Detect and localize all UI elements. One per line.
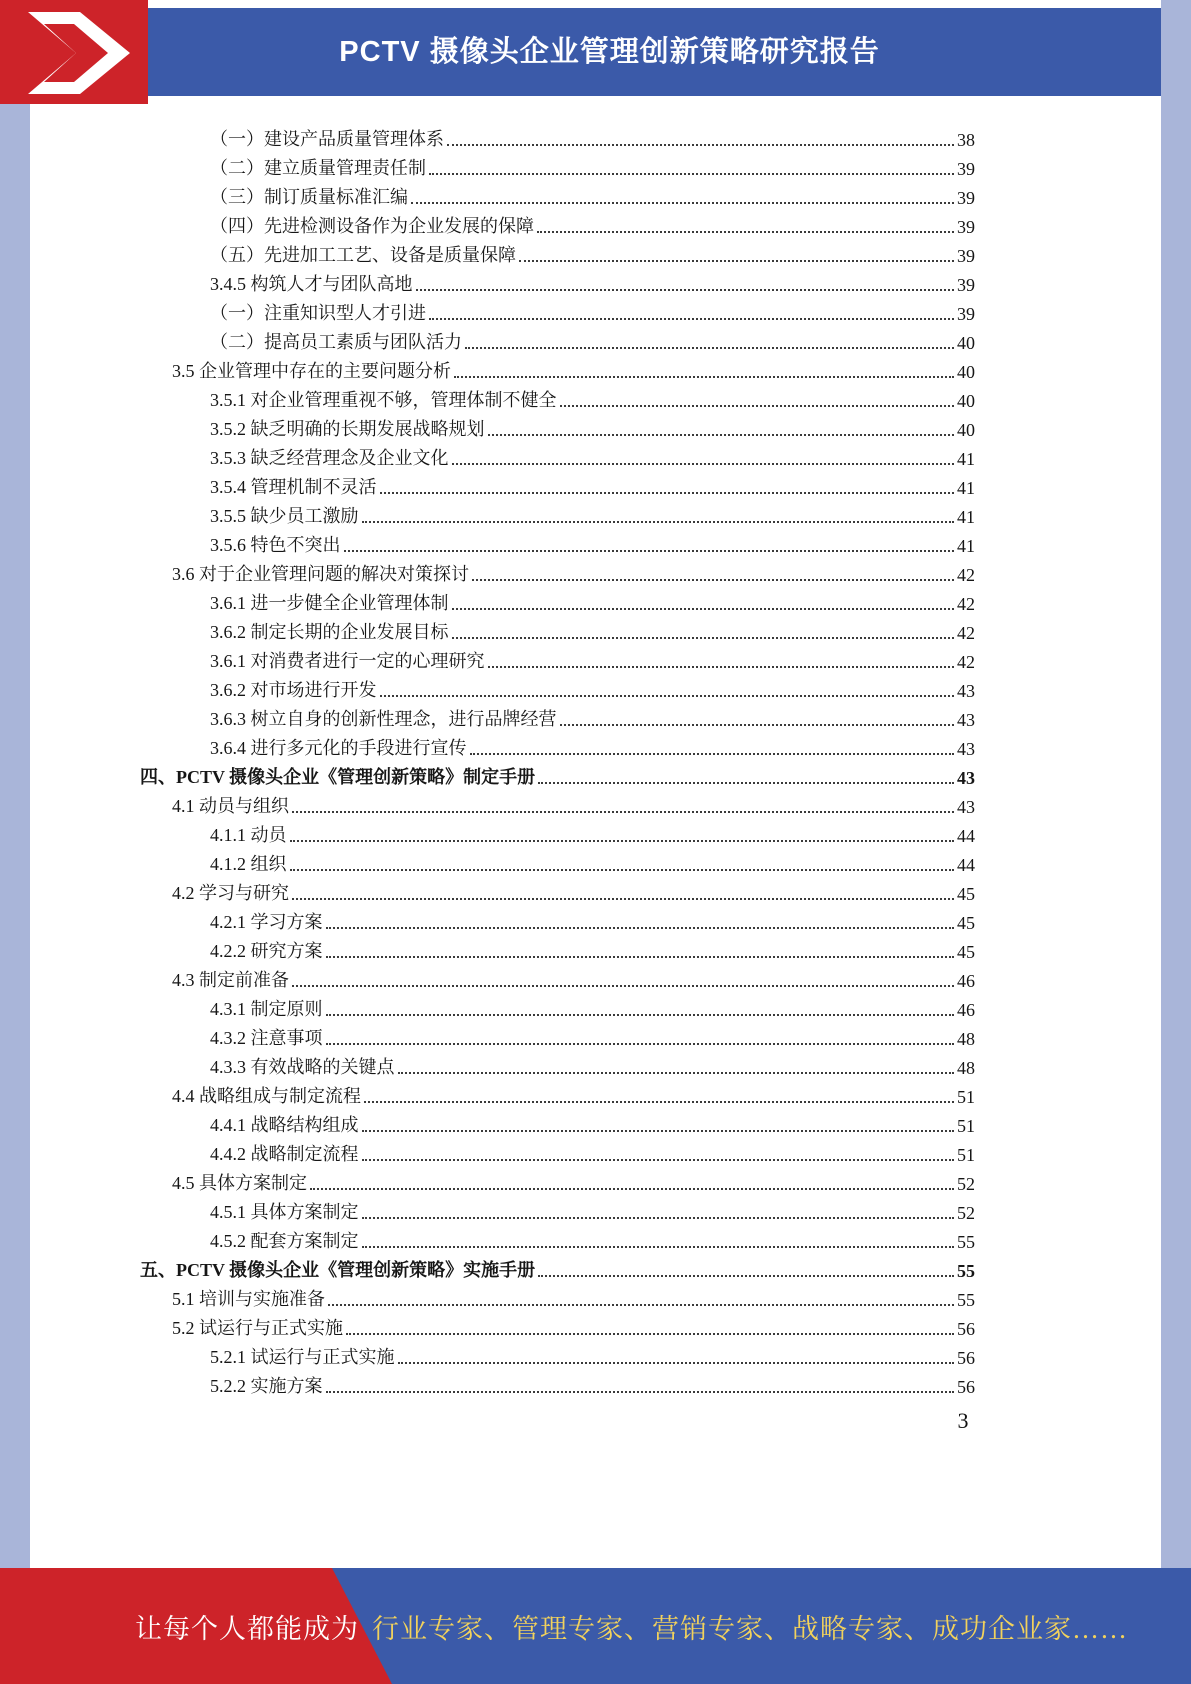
toc-entry-label: （五）先进加工工艺、设备是质量保障 bbox=[210, 245, 516, 265]
toc-entry-page: 46 bbox=[957, 1000, 975, 1020]
toc-entry[interactable] bbox=[140, 354, 975, 383]
toc-entry-page: 38 bbox=[957, 130, 975, 150]
toc-entry[interactable] bbox=[140, 644, 975, 673]
toc-entry-label: 3.6.2 制定长期的企业发展目标 bbox=[210, 622, 449, 642]
toc-entry[interactable] bbox=[140, 702, 975, 731]
toc-entry[interactable] bbox=[140, 209, 975, 238]
toc-entry-label: 3.6.4 进行多元化的手段进行宣传 bbox=[210, 738, 467, 758]
toc-entry[interactable] bbox=[140, 180, 975, 209]
toc-entry-label: 3.5 企业管理中存在的主要问题分析 bbox=[172, 361, 451, 381]
toc-dot-leader bbox=[398, 1072, 955, 1074]
footer-banner bbox=[0, 1568, 1191, 1684]
toc-entry-page: 41 bbox=[957, 536, 975, 556]
toc-entry-label: 4.3.2 注意事项 bbox=[210, 1028, 323, 1048]
toc-entry-page: 41 bbox=[957, 507, 975, 527]
toc-entry[interactable] bbox=[140, 1021, 975, 1050]
toc-entry[interactable] bbox=[140, 731, 975, 760]
toc-dot-leader bbox=[290, 840, 955, 842]
toc-entry[interactable] bbox=[140, 760, 975, 789]
toc-entry-label: 4.1 动员与组织 bbox=[172, 796, 289, 816]
toc-dot-leader bbox=[454, 376, 954, 378]
toc-entry-label: 五、PCTV 摄像头企业《管理创新策略》实施手册 bbox=[140, 1260, 536, 1280]
toc-dot-leader bbox=[519, 260, 954, 262]
toc-entry-page: 42 bbox=[957, 594, 975, 614]
toc-entry-label: 3.4.5 构筑人才与团队高地 bbox=[210, 274, 413, 294]
toc-entry[interactable] bbox=[140, 1340, 975, 1369]
toc-entry-label: 3.5.2 缺乏明确的长期发展战略规划 bbox=[210, 419, 485, 439]
toc-entry-page: 46 bbox=[957, 971, 975, 991]
toc-entry-page: 44 bbox=[957, 826, 975, 846]
toc-entry-label: 四、PCTV 摄像头企业《管理创新策略》制定手册 bbox=[140, 767, 536, 787]
toc-entry[interactable] bbox=[140, 1079, 975, 1108]
toc-entry[interactable] bbox=[140, 963, 975, 992]
toc-entry-label: 3.6.3 树立自身的创新性理念，进行品牌经营 bbox=[210, 709, 557, 729]
toc-entry[interactable] bbox=[140, 1108, 975, 1137]
toc-entry-label: 3.5.4 管理机制不灵活 bbox=[210, 477, 377, 497]
toc-entry-label: （二）建立质量管理责任制 bbox=[210, 158, 426, 178]
toc-entry-label: 3.5.3 缺乏经营理念及企业文化 bbox=[210, 448, 449, 468]
toc-entry[interactable] bbox=[140, 992, 975, 1021]
toc-dot-leader bbox=[560, 405, 955, 407]
toc-dot-leader bbox=[398, 1362, 955, 1364]
toc-dot-leader bbox=[560, 724, 955, 726]
toc-dot-leader bbox=[380, 492, 955, 494]
toc-dot-leader bbox=[537, 231, 954, 233]
toc-entry-page: 41 bbox=[957, 449, 975, 469]
toc-dot-leader bbox=[292, 898, 954, 900]
toc-entry[interactable] bbox=[140, 1311, 975, 1340]
toc-entry[interactable] bbox=[140, 586, 975, 615]
footer-slogan-right: 行业专家、管理专家、营销专家、战略专家、成功企业家…… bbox=[372, 1613, 1128, 1644]
toc-entry-page: 43 bbox=[957, 797, 975, 817]
toc-entry-page: 51 bbox=[957, 1145, 975, 1165]
toc-entry[interactable] bbox=[140, 267, 975, 296]
toc-entry-page: 52 bbox=[957, 1174, 975, 1194]
toc-dot-leader bbox=[488, 666, 955, 668]
toc-dot-leader bbox=[452, 608, 955, 610]
toc-entry[interactable] bbox=[140, 1050, 975, 1079]
toc-dot-leader bbox=[326, 956, 955, 958]
toc-dot-leader bbox=[472, 579, 954, 581]
toc-entry-label: 3.5.1 对企业管理重视不够，管理体制不健全 bbox=[210, 390, 557, 410]
toc-entry[interactable] bbox=[140, 528, 975, 557]
toc-entry-label: 4.1.1 动员 bbox=[210, 825, 287, 845]
toc-entry-page: 51 bbox=[957, 1116, 975, 1136]
toc-entry-label: 4.5 具体方案制定 bbox=[172, 1173, 307, 1193]
toc-entry[interactable] bbox=[140, 383, 975, 412]
toc-entry-page: 39 bbox=[957, 159, 975, 179]
toc-dot-leader bbox=[290, 869, 955, 871]
toc-entry[interactable] bbox=[140, 876, 975, 905]
toc-dot-leader bbox=[538, 782, 954, 784]
toc-dot-leader bbox=[447, 144, 954, 146]
toc-entry-label: 4.2.1 学习方案 bbox=[210, 912, 323, 932]
toc-entry[interactable] bbox=[140, 905, 975, 934]
toc-entry[interactable] bbox=[140, 1282, 975, 1311]
toc-entry[interactable] bbox=[140, 1224, 975, 1253]
toc-entry-page: 52 bbox=[957, 1203, 975, 1223]
toc-entry[interactable] bbox=[140, 557, 975, 586]
toc-dot-leader bbox=[380, 695, 955, 697]
toc-dot-leader bbox=[364, 1101, 954, 1103]
toc-dot-leader bbox=[429, 318, 954, 320]
toc-entry[interactable] bbox=[140, 151, 975, 180]
toc-entry-page: 45 bbox=[957, 942, 975, 962]
toc-dot-leader bbox=[416, 289, 955, 291]
toc-entry-label: 4.4.2 战略制定流程 bbox=[210, 1144, 359, 1164]
toc-entry[interactable] bbox=[140, 1137, 975, 1166]
toc-entry-page: 56 bbox=[957, 1377, 975, 1397]
toc-dot-leader bbox=[362, 1159, 955, 1161]
toc-entry-page: 56 bbox=[957, 1348, 975, 1368]
toc-dot-leader bbox=[326, 1014, 955, 1016]
toc-entry-page: 40 bbox=[957, 362, 975, 382]
toc-entry[interactable] bbox=[140, 847, 975, 876]
toc-entry-page: 43 bbox=[957, 710, 975, 730]
toc-dot-leader bbox=[344, 550, 955, 552]
toc-entry-label: 3.6.1 对消费者进行一定的心理研究 bbox=[210, 651, 485, 671]
toc-dot-leader bbox=[429, 173, 954, 175]
toc-entry-label: 4.3 制定前准备 bbox=[172, 970, 289, 990]
toc-entry-page: 39 bbox=[957, 246, 975, 266]
toc-entry[interactable] bbox=[140, 122, 975, 151]
toc-entry-page: 55 bbox=[957, 1290, 975, 1310]
toc-dot-leader bbox=[310, 1188, 954, 1190]
toc-dot-leader bbox=[362, 1217, 955, 1219]
toc-dot-leader bbox=[362, 1130, 955, 1132]
toc-entry[interactable] bbox=[140, 1369, 975, 1398]
toc-entry-label: （四）先进检测设备作为企业发展的保障 bbox=[210, 216, 534, 236]
toc-entry-page: 43 bbox=[957, 739, 975, 759]
toc-dot-leader bbox=[292, 985, 954, 987]
toc-entry-label: 4.3.3 有效战略的关键点 bbox=[210, 1057, 395, 1077]
toc-entry-page: 42 bbox=[957, 652, 975, 672]
toc-entry-label: 5.2.1 试运行与正式实施 bbox=[210, 1347, 395, 1367]
toc-entry[interactable] bbox=[140, 934, 975, 963]
toc-dot-leader bbox=[362, 521, 955, 523]
toc-entry-label: 4.4 战略组成与制定流程 bbox=[172, 1086, 361, 1106]
toc-entry-label: 5.2.2 实施方案 bbox=[210, 1376, 323, 1396]
toc-entry-page: 45 bbox=[957, 884, 975, 904]
toc-entry-page: 45 bbox=[957, 913, 975, 933]
toc-entry-label: 5.2 试运行与正式实施 bbox=[172, 1318, 343, 1338]
toc-entry[interactable] bbox=[140, 238, 975, 267]
toc-entry-page: 56 bbox=[957, 1319, 975, 1339]
toc-entry-page: 40 bbox=[957, 391, 975, 411]
toc-entry[interactable] bbox=[140, 296, 975, 325]
toc-entry[interactable] bbox=[140, 673, 975, 702]
toc-entry-label: 4.4.1 战略结构组成 bbox=[210, 1115, 359, 1135]
toc-entry-page: 39 bbox=[957, 275, 975, 295]
toc-entry-label: 3.5.5 缺少员工激励 bbox=[210, 506, 359, 526]
report-title: PCTV 摄像头企业管理创新策略研究报告 bbox=[339, 36, 880, 68]
toc-dot-leader bbox=[411, 202, 954, 204]
toc-entry[interactable] bbox=[140, 441, 975, 470]
toc-entry-label: 4.2.2 研究方案 bbox=[210, 941, 323, 961]
toc-entry-label: 4.3.1 制定原则 bbox=[210, 999, 323, 1019]
toc-dot-leader bbox=[538, 1275, 954, 1277]
toc-entry-page: 42 bbox=[957, 623, 975, 643]
toc-dot-leader bbox=[488, 434, 955, 436]
toc-entry-page: 48 bbox=[957, 1058, 975, 1078]
toc-entry-label: （二）提高员工素质与团队活力 bbox=[210, 332, 462, 352]
table-of-contents bbox=[140, 122, 975, 1398]
page-number: 3 bbox=[957, 1408, 969, 1433]
toc-entry-page: 55 bbox=[957, 1232, 975, 1252]
toc-entry-page: 39 bbox=[957, 217, 975, 237]
toc-dot-leader bbox=[326, 1391, 955, 1393]
toc-entry-label: 4.5.1 具体方案制定 bbox=[210, 1202, 359, 1222]
toc-entry-page: 44 bbox=[957, 855, 975, 875]
toc-entry[interactable] bbox=[140, 470, 975, 499]
toc-entry[interactable] bbox=[140, 1253, 975, 1282]
toc-entry-page: 43 bbox=[957, 681, 975, 701]
toc-entry-label: 4.2 学习与研究 bbox=[172, 883, 289, 903]
toc-entry-label: 3.6 对于企业管理问题的解决对策探讨 bbox=[172, 564, 469, 584]
toc-entry-page: 39 bbox=[957, 304, 975, 324]
toc-entry-label: 3.6.1 进一步健全企业管理体制 bbox=[210, 593, 449, 613]
footer-slogan-left: 让每个人都能成为 bbox=[135, 1613, 359, 1644]
toc-entry-page: 51 bbox=[957, 1087, 975, 1107]
toc-entry[interactable] bbox=[140, 818, 975, 847]
toc-entry[interactable] bbox=[140, 615, 975, 644]
toc-entry-page: 39 bbox=[957, 188, 975, 208]
toc-entry-page: 48 bbox=[957, 1029, 975, 1049]
toc-entry-page: 40 bbox=[957, 333, 975, 353]
toc-entry-label: （三）制订质量标准汇编 bbox=[210, 187, 408, 207]
toc-entry[interactable] bbox=[140, 1166, 975, 1195]
toc-entry-page: 43 bbox=[957, 768, 975, 788]
toc-entry[interactable] bbox=[140, 325, 975, 354]
toc-entry-label: 3.6.2 对市场进行开发 bbox=[210, 680, 377, 700]
toc-dot-leader bbox=[452, 637, 955, 639]
toc-dot-leader bbox=[326, 927, 955, 929]
toc-entry-label: （一）建设产品质量管理体系 bbox=[210, 129, 444, 149]
toc-entry-label: 5.1 培训与实施准备 bbox=[172, 1289, 325, 1309]
toc-entry[interactable] bbox=[140, 412, 975, 441]
toc-entry-page: 55 bbox=[957, 1261, 975, 1281]
toc-entry-page: 42 bbox=[957, 565, 975, 585]
toc-entry-label: 4.5.2 配套方案制定 bbox=[210, 1231, 359, 1251]
toc-entry[interactable] bbox=[140, 499, 975, 528]
toc-entry-label: （一）注重知识型人才引进 bbox=[210, 303, 426, 323]
toc-entry[interactable] bbox=[140, 789, 975, 818]
toc-dot-leader bbox=[465, 347, 954, 349]
toc-dot-leader bbox=[470, 753, 955, 755]
toc-dot-leader bbox=[452, 463, 955, 465]
toc-dot-leader bbox=[346, 1333, 954, 1335]
toc-entry-page: 41 bbox=[957, 478, 975, 498]
toc-dot-leader bbox=[292, 811, 954, 813]
toc-dot-leader bbox=[362, 1246, 955, 1248]
toc-dot-leader bbox=[328, 1304, 954, 1306]
toc-dot-leader bbox=[326, 1043, 955, 1045]
toc-entry[interactable] bbox=[140, 1195, 975, 1224]
toc-entry-label: 4.1.2 组织 bbox=[210, 854, 287, 874]
toc-entry-label: 3.5.6 特色不突出 bbox=[210, 535, 341, 555]
toc-entry-page: 40 bbox=[957, 420, 975, 440]
